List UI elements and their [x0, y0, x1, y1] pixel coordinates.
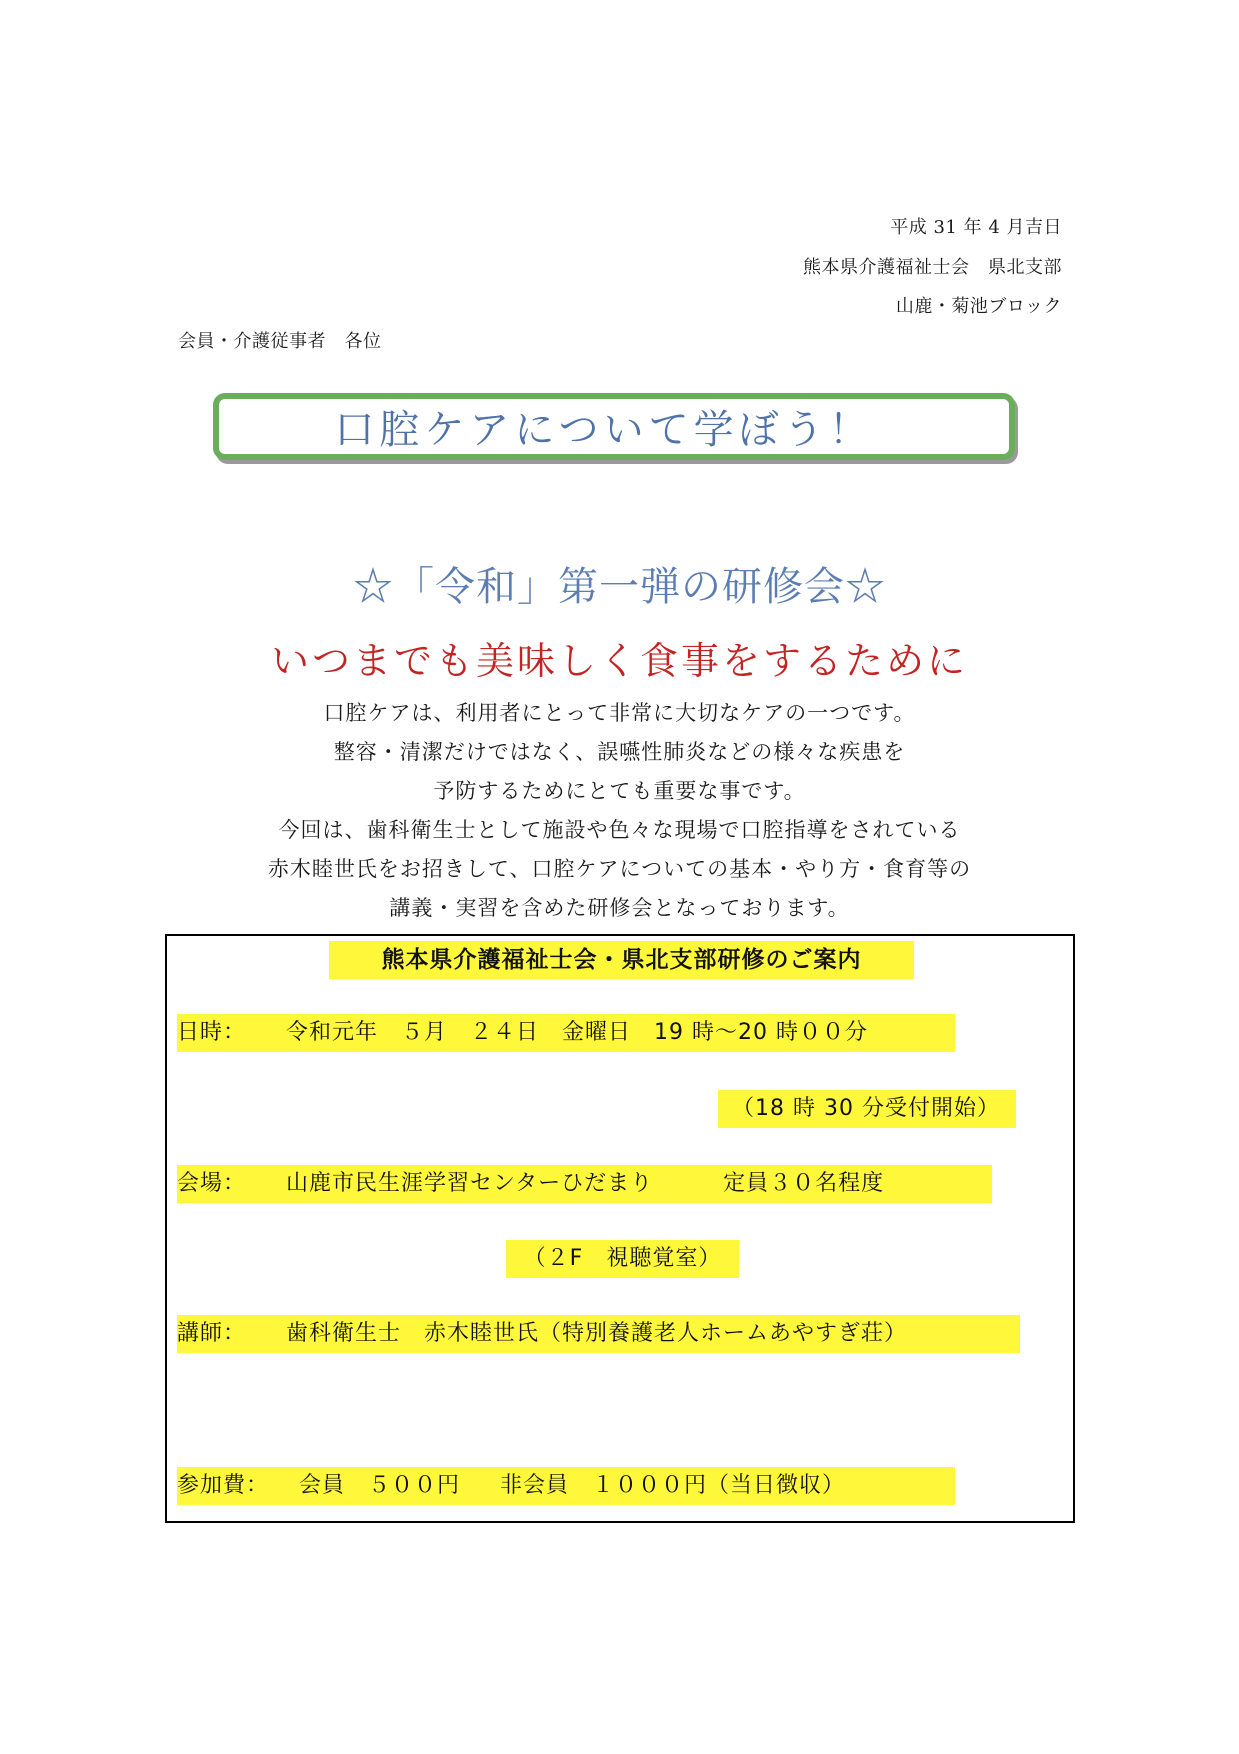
body-line: 講義・実習を含めた研修会となっております。 — [389, 896, 850, 920]
fee-row — [177, 1467, 955, 1505]
addressee: 会員・介護従事者 各位 — [178, 331, 382, 352]
tagline: いつまでも美味しく食事をするために — [270, 639, 968, 683]
datetime-label: 日時： — [177, 1020, 247, 1045]
body-line: 整容・清潔だけではなく、誤嚥性肺炎などの様々な疾患を — [333, 740, 906, 764]
venue-label: 会場： — [177, 1171, 247, 1196]
body-line: 口腔ケアは、利用者にとって非常に大切なケアの一つです。 — [323, 701, 916, 725]
info-heading: 熊本県介護福祉士会・県北支部研修のご案内 — [329, 941, 914, 979]
lecturer-label: 講師： — [177, 1321, 247, 1346]
reception-note: （18 時 30 分受付開始） — [718, 1090, 1016, 1128]
title-box — [213, 393, 1015, 460]
body-line: 今回は、歯科衛生士として施設や色々な現場で口腔指導をされている — [278, 818, 961, 842]
body-line: 赤木睦世氏をお招きして、口腔ケアについての基本・やり方・食育等の — [267, 857, 972, 881]
venue-row — [177, 1165, 992, 1203]
document-date: 平成 31 年 4 月吉日 — [890, 217, 1062, 238]
venue-room: （２F 視聴覚室） — [506, 1240, 739, 1278]
fee-label: 参加費： — [177, 1473, 270, 1498]
subtitle: ☆「令和」第一弾の研修会☆ — [353, 564, 886, 610]
fee-non-member: 非会員 １０００円（当日徴収） — [500, 1473, 846, 1498]
sender-organization: 熊本県介護福祉士会 県北支部 — [803, 257, 1062, 278]
lecturer-row — [177, 1315, 1020, 1353]
venue-capacity: 定員３０名程度 — [723, 1171, 885, 1196]
sender-block: 山鹿・菊池ブロック — [895, 296, 1062, 317]
venue-value: 山鹿市民生涯学習センターひだまり — [286, 1171, 654, 1196]
datetime-row — [177, 1014, 955, 1052]
page-title: 口腔ケアについて学ぼう！ — [334, 407, 874, 453]
body-line: 予防するためにとても重要な事です。 — [433, 779, 806, 803]
datetime-value: 令和元年 ５月 ２４日 金曜日 19 時～20 時００分 — [286, 1020, 868, 1045]
fee-member: 会員 ５００円 — [299, 1473, 461, 1498]
lecturer-value: 歯科衛生士 赤木睦世氏（特別養護老人ホームあやすぎ荘） — [286, 1321, 908, 1346]
